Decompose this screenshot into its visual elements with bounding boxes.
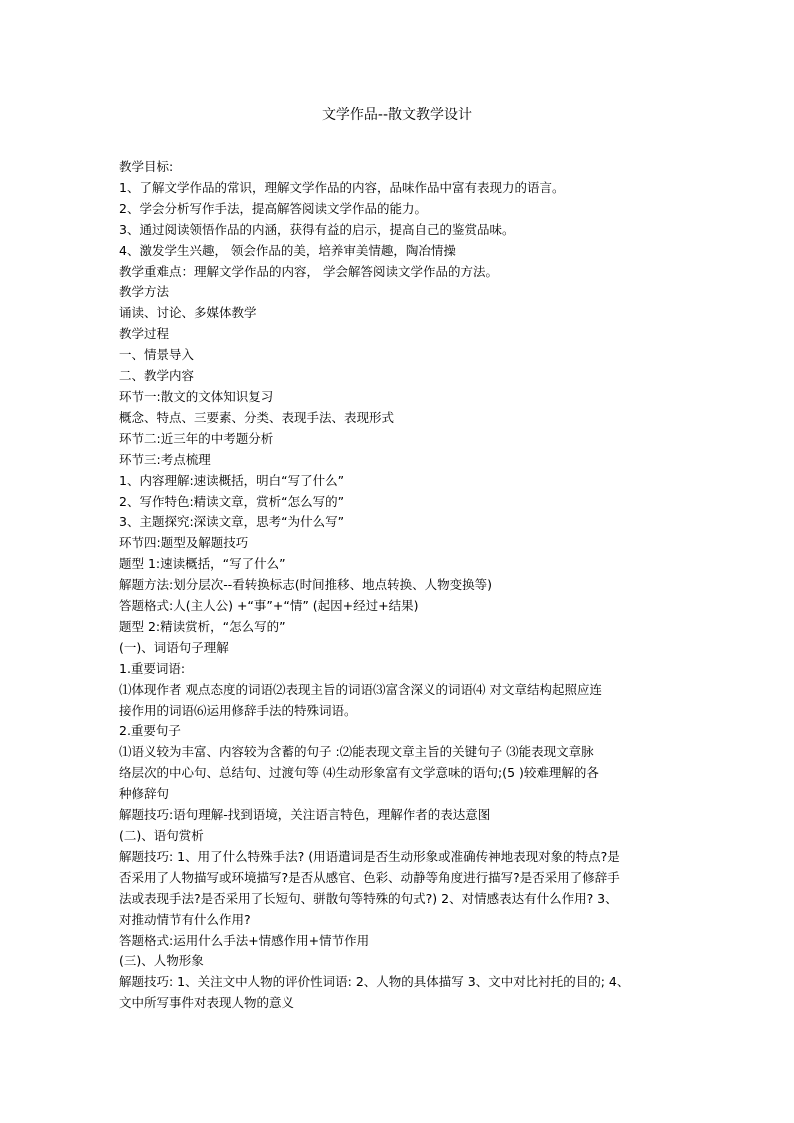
text-line: 教学方法 — [119, 284, 170, 300]
text-line: 2.重要句子 — [119, 723, 181, 739]
text-line: 2、写作特色:精读文章，赏析“怎么写的” — [119, 493, 345, 509]
text-line: 解题技巧:语句理解-找到语境，关注语言特色，理解作者的表达意图 — [119, 807, 491, 823]
text-line: 1、了解文学作品的常识，理解文学作品的内容，品味作品中富有表现力的语言。 — [119, 179, 565, 195]
text-line: 题型 2:精读赏析，“怎么写的” — [119, 618, 286, 634]
text-line: 否采用了人物描写或环境描写?是否从感官、色彩、动静等角度进行描写?是否采用了修辞手 — [119, 869, 620, 885]
text-line: 教学目标: — [119, 159, 174, 174]
text-line: ⑴语义较为丰富、内容较为含蓄的句子 :⑵能表现文章主旨的关键句子 ⑶能表现文章脉 — [119, 744, 594, 760]
text-line: 答题格式:运用什么手法+情感作用+情节作用 — [119, 932, 370, 948]
text-line: 教学过程 — [119, 326, 170, 342]
text-line: (一)、词语句子理解 — [119, 639, 229, 655]
text-line: 解题技巧: 1、关注文中人物的评价性词语: 2、人物的具体描写 3、文中对比衬托的目的; 4、 — [119, 974, 630, 990]
text-line: 2、学会分析写作手法，提高解答阅读文学作品的能力。 — [119, 200, 427, 216]
text-line: ⑴体现作者 观点态度的词语⑵表现主旨的词语⑶富含深义的词语⑷ 对文章结构起照应连 — [119, 681, 602, 697]
text-line: 题型 1:速读概括，“写了什么” — [119, 556, 286, 572]
text-line: 二、教学内容 — [119, 368, 195, 384]
text-line: 1.重要词语: — [119, 660, 186, 676]
text-line: 3、通过阅读领悟作品的内涵，获得有益的启示，提高自己的鉴赏品味。 — [119, 221, 515, 237]
text-line: 答题格式:人(主人公) +“事”+“情” (起因+经过+结果) — [119, 598, 419, 614]
document-body — [119, 157, 681, 1014]
text-line: 教学重难点：理解文学作品的内容， 学会解答阅读文学作品的方法。 — [119, 263, 498, 279]
text-line: 种修辞句 — [119, 786, 170, 802]
text-line: 解题方法:划分层次--看转换标志(时间推移、地点转换、人物变换等) — [119, 577, 492, 593]
text-line: 接作用的词语⑹运用修辞手法的特殊词语。 — [119, 702, 357, 718]
text-line: 环节一:散文的文体知识复习 — [119, 388, 274, 404]
text-line: 一、情景导入 — [119, 347, 195, 363]
text-line: 法或表现手法?是否采用了长短句、骈散句等特殊的句式?) 2、对情感表达有什么作用? 3、 — [119, 890, 618, 906]
text-line: 环节三:考点梳理 — [119, 451, 211, 467]
text-line: 环节四:题型及解题技巧 — [119, 535, 249, 551]
text-line: 环节二:近三年的中考题分析 — [119, 430, 274, 446]
text-line: 4、激发学生兴趣， 领会作品的美，培养审美情趣，陶冶情操 — [119, 242, 456, 258]
page-title: 文学作品--散文教学设计 — [321, 107, 473, 123]
text-line: 对推动情节有什么作用? — [119, 911, 251, 927]
text-line: 概念、特点、三要素、分类、表现手法、表现形式 — [119, 409, 395, 425]
text-line: 解题技巧: 1、用了什么特殊手法? (用语遣词是否生动形象或准确传神地表现对象的特点?是 — [119, 848, 620, 864]
text-line: 1、内容理解:速读概括，明白“写了什么” — [119, 472, 345, 488]
text-line: 络层次的中心句、总结句、过渡句等 ⑷生动形象富有文学意味的语句;(5 )较难理解的各 — [119, 765, 599, 781]
text-line: 文中所写事件对表现人物的意义 — [119, 995, 295, 1011]
text-line: (三)、人物形象 — [119, 953, 204, 969]
text-line: 诵读、讨论、多媒体教学 — [119, 305, 257, 321]
text-line: 3、主题探究:深读文章，思考“为什么写” — [119, 514, 345, 530]
text-line: (二)、语句赏析 — [119, 828, 204, 843]
